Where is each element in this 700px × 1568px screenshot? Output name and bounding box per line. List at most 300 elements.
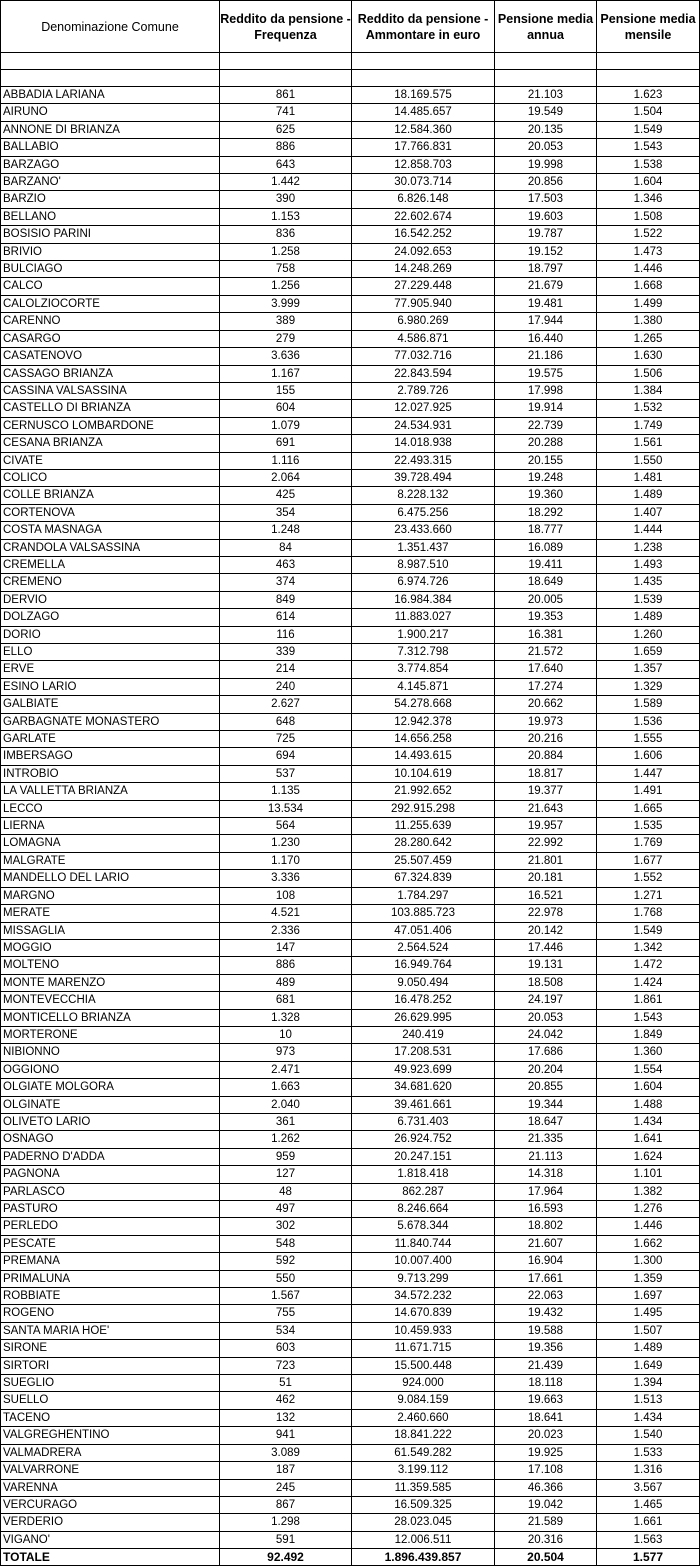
- comune-cell: ROGENO: [1, 1305, 220, 1322]
- media-mensile-cell: 1.563: [597, 1531, 700, 1548]
- media-mensile-cell: 1.488: [597, 1096, 700, 1113]
- frequenza-cell: 564: [220, 818, 352, 835]
- media-annua-cell: 20.856: [495, 174, 597, 191]
- comune-cell: CASSINA VALSASSINA: [1, 382, 220, 399]
- header-media-annua: Pensione media annua: [495, 1, 597, 53]
- comune-cell: LECCO: [1, 800, 220, 817]
- table-row: [1, 139, 700, 156]
- ammontare-cell: 34.572.232: [352, 1288, 495, 1305]
- frequenza-cell: 836: [220, 226, 352, 243]
- comune-cell: SIRTORI: [1, 1357, 220, 1374]
- ammontare-cell: 2.564.524: [352, 939, 495, 956]
- ammontare-cell: 16.984.384: [352, 591, 495, 608]
- frequenza-cell: 1.298: [220, 1514, 352, 1531]
- media-mensile-cell: 1.769: [597, 835, 700, 852]
- media-mensile-cell: 1.424: [597, 974, 700, 991]
- media-mensile-cell: 1.624: [597, 1148, 700, 1165]
- table-row: [1, 226, 700, 243]
- ammontare-cell: 77.032.716: [352, 348, 495, 365]
- frequenza-cell: 51: [220, 1375, 352, 1392]
- media-annua-cell: 19.914: [495, 400, 597, 417]
- table-row: [1, 626, 700, 643]
- frequenza-cell: 1.153: [220, 208, 352, 225]
- media-annua-cell: 19.481: [495, 295, 597, 312]
- frequenza-cell: 2.627: [220, 696, 352, 713]
- ammontare-cell: 24.534.931: [352, 417, 495, 434]
- media-annua-cell: 20.288: [495, 435, 597, 452]
- table-row: [1, 261, 700, 278]
- media-annua-cell: 21.643: [495, 800, 597, 817]
- table-row: [1, 1131, 700, 1148]
- media-mensile-cell: 1.543: [597, 1009, 700, 1026]
- frequenza-cell: 591: [220, 1531, 352, 1548]
- comune-cell: DOLZAGO: [1, 609, 220, 626]
- frequenza-cell: 3.089: [220, 1444, 352, 1461]
- media-annua-cell: 16.904: [495, 1253, 597, 1270]
- ammontare-cell: 26.629.995: [352, 1009, 495, 1026]
- media-mensile-cell: 1.465: [597, 1496, 700, 1513]
- table-row: [1, 765, 700, 782]
- table-row: [1, 1322, 700, 1339]
- table-row: [1, 382, 700, 399]
- ammontare-cell: 34.681.620: [352, 1079, 495, 1096]
- table-row: [1, 104, 700, 121]
- comune-cell: PREMANA: [1, 1253, 220, 1270]
- comune-cell: CARENNO: [1, 313, 220, 330]
- comune-cell: LOMAGNA: [1, 835, 220, 852]
- comune-cell: BELLANO: [1, 208, 220, 225]
- media-mensile-cell: 1.260: [597, 626, 700, 643]
- media-annua-cell: 22.063: [495, 1288, 597, 1305]
- media-mensile-cell: 1.101: [597, 1166, 700, 1183]
- comune-cell: BALLABIO: [1, 139, 220, 156]
- ammontare-cell: 22.843.594: [352, 365, 495, 382]
- media-mensile-cell: 1.506: [597, 365, 700, 382]
- ammontare-cell: 7.312.798: [352, 644, 495, 661]
- media-mensile-cell: 1.536: [597, 713, 700, 730]
- header-comune: Denominazione Comune: [1, 1, 220, 53]
- table-row: [1, 452, 700, 469]
- frequenza-cell: 1.328: [220, 1009, 352, 1026]
- header-frequenza: Reddito da pensione - Frequenza: [220, 1, 352, 53]
- header-row: [1, 1, 700, 53]
- ammontare-cell: 67.324.839: [352, 870, 495, 887]
- media-annua-cell: 19.998: [495, 156, 597, 173]
- media-mensile-cell: 1.435: [597, 574, 700, 591]
- table-row: [1, 1462, 700, 1479]
- media-annua-cell: 20.216: [495, 731, 597, 748]
- comune-cell: CALCO: [1, 278, 220, 295]
- table-row: [1, 1288, 700, 1305]
- frequenza-cell: 849: [220, 591, 352, 608]
- media-mensile-cell: 1.434: [597, 1113, 700, 1130]
- media-annua-cell: 18.641: [495, 1409, 597, 1426]
- ammontare-cell: 18.841.222: [352, 1427, 495, 1444]
- media-annua-cell: 19.925: [495, 1444, 597, 1461]
- frequenza-cell: 3.999: [220, 295, 352, 312]
- frequenza-cell: 681: [220, 992, 352, 1009]
- media-annua-cell: 20.155: [495, 452, 597, 469]
- frequenza-cell: 1.079: [220, 417, 352, 434]
- frequenza-cell: 867: [220, 1496, 352, 1513]
- media-annua-cell: 22.992: [495, 835, 597, 852]
- ammontare-cell: 11.840.744: [352, 1235, 495, 1252]
- comune-cell: ANNONE DI BRIANZA: [1, 121, 220, 138]
- frequenza-cell: 116: [220, 626, 352, 643]
- comune-cell: GARBAGNATE MONASTERO: [1, 713, 220, 730]
- media-annua-cell: 18.508: [495, 974, 597, 991]
- media-mensile-cell: 1.384: [597, 382, 700, 399]
- media-annua-cell: 24.197: [495, 992, 597, 1009]
- media-annua-cell: 19.248: [495, 469, 597, 486]
- table-row: [1, 156, 700, 173]
- frequenza-cell: 941: [220, 1427, 352, 1444]
- media-mensile-cell: 1.508: [597, 208, 700, 225]
- media-mensile-cell: 1.513: [597, 1392, 700, 1409]
- frequenza-cell: 374: [220, 574, 352, 591]
- table-row: [1, 243, 700, 260]
- ammontare-cell: 47.051.406: [352, 922, 495, 939]
- ammontare-cell: 14.670.839: [352, 1305, 495, 1322]
- ammontare-cell: 6.475.256: [352, 504, 495, 521]
- media-annua-cell: 17.446: [495, 939, 597, 956]
- comune-cell: PAGNONA: [1, 1166, 220, 1183]
- media-annua-cell: 18.647: [495, 1113, 597, 1130]
- media-mensile-cell: 1.444: [597, 522, 700, 539]
- comune-cell: VIGANO': [1, 1531, 220, 1548]
- frequenza-cell: 1.248: [220, 522, 352, 539]
- comune-cell: VALGREGHENTINO: [1, 1427, 220, 1444]
- media-annua-cell: 18.802: [495, 1218, 597, 1235]
- table-row: [1, 609, 700, 626]
- media-annua-cell: 19.432: [495, 1305, 597, 1322]
- ammontare-cell: 26.924.752: [352, 1131, 495, 1148]
- table-row: [1, 1079, 700, 1096]
- media-mensile-cell: 1.342: [597, 939, 700, 956]
- media-annua-cell: 18.649: [495, 574, 597, 591]
- comune-cell: CASATENOVO: [1, 348, 220, 365]
- ammontare-cell: 14.656.258: [352, 731, 495, 748]
- ammontare-cell: 16.542.252: [352, 226, 495, 243]
- media-mensile-cell: 1.549: [597, 121, 700, 138]
- media-annua-cell: 19.957: [495, 818, 597, 835]
- ammontare-cell: 17.766.831: [352, 139, 495, 156]
- comune-cell: MONTEVECCHIA: [1, 992, 220, 1009]
- ammontare-cell: 14.485.657: [352, 104, 495, 121]
- ammontare-cell: 49.923.699: [352, 1061, 495, 1078]
- comune-cell: CREMENO: [1, 574, 220, 591]
- table-row: [1, 591, 700, 608]
- table-row: [1, 818, 700, 835]
- frequenza-cell: 361: [220, 1113, 352, 1130]
- table-row: [1, 1375, 700, 1392]
- table-row: [1, 1235, 700, 1252]
- media-mensile-cell: 1.346: [597, 191, 700, 208]
- table-row: [1, 1096, 700, 1113]
- ammontare-cell: 23.433.660: [352, 522, 495, 539]
- media-mensile-cell: 1.447: [597, 765, 700, 782]
- table-row: [1, 556, 700, 573]
- ammontare-cell: 1.351.437: [352, 539, 495, 556]
- media-mensile-cell: 1.446: [597, 261, 700, 278]
- media-mensile-cell: 1.589: [597, 696, 700, 713]
- table-row: [1, 1305, 700, 1322]
- frequenza-cell: 339: [220, 644, 352, 661]
- comune-cell: MISSAGLIA: [1, 922, 220, 939]
- frequenza-cell: 425: [220, 487, 352, 504]
- ammontare-cell: 1.818.418: [352, 1166, 495, 1183]
- table-row: [1, 1270, 700, 1287]
- table-row: [1, 644, 700, 661]
- frequenza-cell: 1.567: [220, 1288, 352, 1305]
- ammontare-cell: 1.784.297: [352, 887, 495, 904]
- ammontare-cell: 39.728.494: [352, 469, 495, 486]
- ammontare-cell: 16.949.764: [352, 957, 495, 974]
- comune-cell: MOLTENO: [1, 957, 220, 974]
- comune-cell: MORTERONE: [1, 1026, 220, 1043]
- comune-cell: SIRONE: [1, 1340, 220, 1357]
- media-mensile-cell: 1.499: [597, 295, 700, 312]
- media-mensile-cell: 1.380: [597, 313, 700, 330]
- frequenza-cell: 489: [220, 974, 352, 991]
- ammontare-cell: 54.278.668: [352, 696, 495, 713]
- frequenza-cell: 389: [220, 313, 352, 330]
- media-annua-cell: 17.640: [495, 661, 597, 678]
- comune-cell: VALMADRERA: [1, 1444, 220, 1461]
- comune-cell: MARGNO: [1, 887, 220, 904]
- comune-cell: OLIVETO LARIO: [1, 1113, 220, 1130]
- media-annua-cell: 19.152: [495, 243, 597, 260]
- media-annua-cell: 16.593: [495, 1201, 597, 1218]
- header-media-mensile: Pensione media mensile: [597, 1, 700, 53]
- frequenza-cell: 1.256: [220, 278, 352, 295]
- comune-cell: ROBBIATE: [1, 1288, 220, 1305]
- media-annua-cell: 17.686: [495, 1044, 597, 1061]
- table-row: [1, 1201, 700, 1218]
- media-mensile-cell: 1.849: [597, 1026, 700, 1043]
- comune-cell: ESINO LARIO: [1, 678, 220, 695]
- media-mensile-cell: 1.861: [597, 992, 700, 1009]
- frequenza-cell: 643: [220, 156, 352, 173]
- table-row: [1, 539, 700, 556]
- table-row: [1, 522, 700, 539]
- frequenza-cell: 2.336: [220, 922, 352, 939]
- media-annua-cell: 19.588: [495, 1322, 597, 1339]
- media-mensile-cell: 1.394: [597, 1375, 700, 1392]
- frequenza-cell: 648: [220, 713, 352, 730]
- comune-cell: ABBADIA LARIANA: [1, 87, 220, 104]
- frequenza-cell: 1.663: [220, 1079, 352, 1096]
- ammontare-cell: 20.247.151: [352, 1148, 495, 1165]
- media-annua-cell: 16.440: [495, 330, 597, 347]
- table-row: [1, 1427, 700, 1444]
- frequenza-cell: 1.170: [220, 852, 352, 869]
- ammontare-cell: 77.905.940: [352, 295, 495, 312]
- comune-cell: COSTA MASNAGA: [1, 522, 220, 539]
- media-mensile-cell: 1.552: [597, 870, 700, 887]
- frequenza-cell: 592: [220, 1253, 352, 1270]
- comune-cell: ELLO: [1, 644, 220, 661]
- frequenza-cell: 155: [220, 382, 352, 399]
- media-annua-cell: 19.787: [495, 226, 597, 243]
- media-annua-cell: 17.964: [495, 1183, 597, 1200]
- comune-cell: MONTICELLO BRIANZA: [1, 1009, 220, 1026]
- media-mensile-cell: 1.543: [597, 139, 700, 156]
- frequenza-cell: 463: [220, 556, 352, 573]
- ammontare-cell: 2.789.726: [352, 382, 495, 399]
- frequenza-cell: 302: [220, 1218, 352, 1235]
- frequenza-cell: 497: [220, 1201, 352, 1218]
- ammontare-cell: 14.018.938: [352, 435, 495, 452]
- frequenza-cell: 132: [220, 1409, 352, 1426]
- ammontare-cell: 5.678.344: [352, 1218, 495, 1235]
- table-row: [1, 348, 700, 365]
- media-mensile-cell: 1.504: [597, 104, 700, 121]
- frequenza-cell: 604: [220, 400, 352, 417]
- media-mensile-cell: 1.407: [597, 504, 700, 521]
- media-mensile-cell: 1.659: [597, 644, 700, 661]
- media-annua-cell: 18.777: [495, 522, 597, 539]
- ammontare-cell: 24.092.653: [352, 243, 495, 260]
- table-row: [1, 992, 700, 1009]
- table-row: [1, 1253, 700, 1270]
- ammontare-cell: 8.228.132: [352, 487, 495, 504]
- table-row: [1, 174, 700, 191]
- frequenza-cell: 3.636: [220, 348, 352, 365]
- table-row: [1, 435, 700, 452]
- comune-cell: BARZIO: [1, 191, 220, 208]
- media-mensile-cell: 1.665: [597, 800, 700, 817]
- comune-cell: PASTURO: [1, 1201, 220, 1218]
- comune-cell: CESANA BRIANZA: [1, 435, 220, 452]
- media-mensile-cell: 1.630: [597, 348, 700, 365]
- comune-cell: VALVARRONE: [1, 1462, 220, 1479]
- frequenza-cell: 214: [220, 661, 352, 678]
- comune-cell: BULCIAGO: [1, 261, 220, 278]
- frequenza-cell: 758: [220, 261, 352, 278]
- media-mensile-cell: 1.495: [597, 1305, 700, 1322]
- ammontare-cell: 25.507.459: [352, 852, 495, 869]
- media-annua-cell: 17.274: [495, 678, 597, 695]
- ammontare-cell: 292.915.298: [352, 800, 495, 817]
- ammontare-cell: 12.027.925: [352, 400, 495, 417]
- frequenza-cell: 1.135: [220, 783, 352, 800]
- table-row: [1, 1113, 700, 1130]
- frequenza-cell: 755: [220, 1305, 352, 1322]
- frequenza-cell: 1.442: [220, 174, 352, 191]
- table-row: [1, 1166, 700, 1183]
- comune-cell: COLICO: [1, 469, 220, 486]
- media-mensile-cell: 1.540: [597, 1427, 700, 1444]
- table-row: [1, 852, 700, 869]
- media-annua-cell: 18.817: [495, 765, 597, 782]
- table-row: [1, 1218, 700, 1235]
- comune-cell: PERLEDO: [1, 1218, 220, 1235]
- comune-cell: VARENNA: [1, 1479, 220, 1496]
- media-annua-cell: 21.679: [495, 278, 597, 295]
- media-annua-cell: 21.186: [495, 348, 597, 365]
- ammontare-cell: 12.584.360: [352, 121, 495, 138]
- comune-cell: LA VALLETTA BRIANZA: [1, 783, 220, 800]
- frequenza-cell: 725: [220, 731, 352, 748]
- media-annua-cell: 17.998: [495, 382, 597, 399]
- media-mensile-cell: 1.554: [597, 1061, 700, 1078]
- table-row: [1, 661, 700, 678]
- media-annua-cell: 21.335: [495, 1131, 597, 1148]
- table-row: [1, 1009, 700, 1026]
- media-annua-cell: 17.503: [495, 191, 597, 208]
- media-annua-cell: 21.103: [495, 87, 597, 104]
- ammontare-cell: 12.006.511: [352, 1531, 495, 1548]
- table-row: [1, 574, 700, 591]
- ammontare-cell: 9.713.299: [352, 1270, 495, 1287]
- blank-row: [1, 70, 700, 87]
- media-mensile-cell: 1.276: [597, 1201, 700, 1218]
- ammontare-cell: 21.992.652: [352, 783, 495, 800]
- media-mensile-cell: 1.606: [597, 748, 700, 765]
- ammontare-cell: 18.169.575: [352, 87, 495, 104]
- media-annua-cell: 20.142: [495, 922, 597, 939]
- ammontare-cell: 28.280.642: [352, 835, 495, 852]
- ammontare-cell: 12.942.378: [352, 713, 495, 730]
- ammontare-cell: 15.500.448: [352, 1357, 495, 1374]
- comune-cell: CASSAGO BRIANZA: [1, 365, 220, 382]
- media-mensile-cell: 1.357: [597, 661, 700, 678]
- media-mensile-cell: 1.507: [597, 1322, 700, 1339]
- media-annua-cell: 19.356: [495, 1340, 597, 1357]
- ammontare-cell: 22.602.674: [352, 208, 495, 225]
- media-mensile-cell: 1.538: [597, 156, 700, 173]
- comune-cell: DORIO: [1, 626, 220, 643]
- ammontare-cell: 8.246.664: [352, 1201, 495, 1218]
- frequenza-cell: 691: [220, 435, 352, 452]
- comune-cell: CIVATE: [1, 452, 220, 469]
- media-annua-cell: 19.411: [495, 556, 597, 573]
- frequenza-cell: 108: [220, 887, 352, 904]
- ammontare-cell: 12.858.703: [352, 156, 495, 173]
- ammontare-cell: 10.104.619: [352, 765, 495, 782]
- frequenza-cell: 2.040: [220, 1096, 352, 1113]
- ammontare-cell: 11.359.585: [352, 1479, 495, 1496]
- frequenza-cell: 741: [220, 104, 352, 121]
- ammontare-cell: 4.586.871: [352, 330, 495, 347]
- frequenza-cell: 973: [220, 1044, 352, 1061]
- media-annua-cell: 19.663: [495, 1392, 597, 1409]
- comune-cell: INTROBIO: [1, 765, 220, 782]
- frequenza-cell: 694: [220, 748, 352, 765]
- comune-cell: OLGINATE: [1, 1096, 220, 1113]
- ammontare-cell: 1.900.217: [352, 626, 495, 643]
- comune-cell: MOGGIO: [1, 939, 220, 956]
- ammontare-cell: 11.671.715: [352, 1340, 495, 1357]
- media-annua-cell: 17.108: [495, 1462, 597, 1479]
- table-row: [1, 1340, 700, 1357]
- frequenza-cell: 84: [220, 539, 352, 556]
- comune-cell: BARZAGO: [1, 156, 220, 173]
- frequenza-cell: 4.521: [220, 905, 352, 922]
- frequenza-cell: 240: [220, 678, 352, 695]
- media-mensile-cell: 1.481: [597, 469, 700, 486]
- media-mensile-cell: 1.359: [597, 1270, 700, 1287]
- table-row: [1, 748, 700, 765]
- media-annua-cell: 20.053: [495, 1009, 597, 1026]
- ammontare-cell: 862.287: [352, 1183, 495, 1200]
- media-mensile-cell: 1.561: [597, 435, 700, 452]
- media-annua-cell: 19.131: [495, 957, 597, 974]
- frequenza-cell: 886: [220, 139, 352, 156]
- ammontare-cell: 240.419: [352, 1026, 495, 1043]
- frequenza-cell: 354: [220, 504, 352, 521]
